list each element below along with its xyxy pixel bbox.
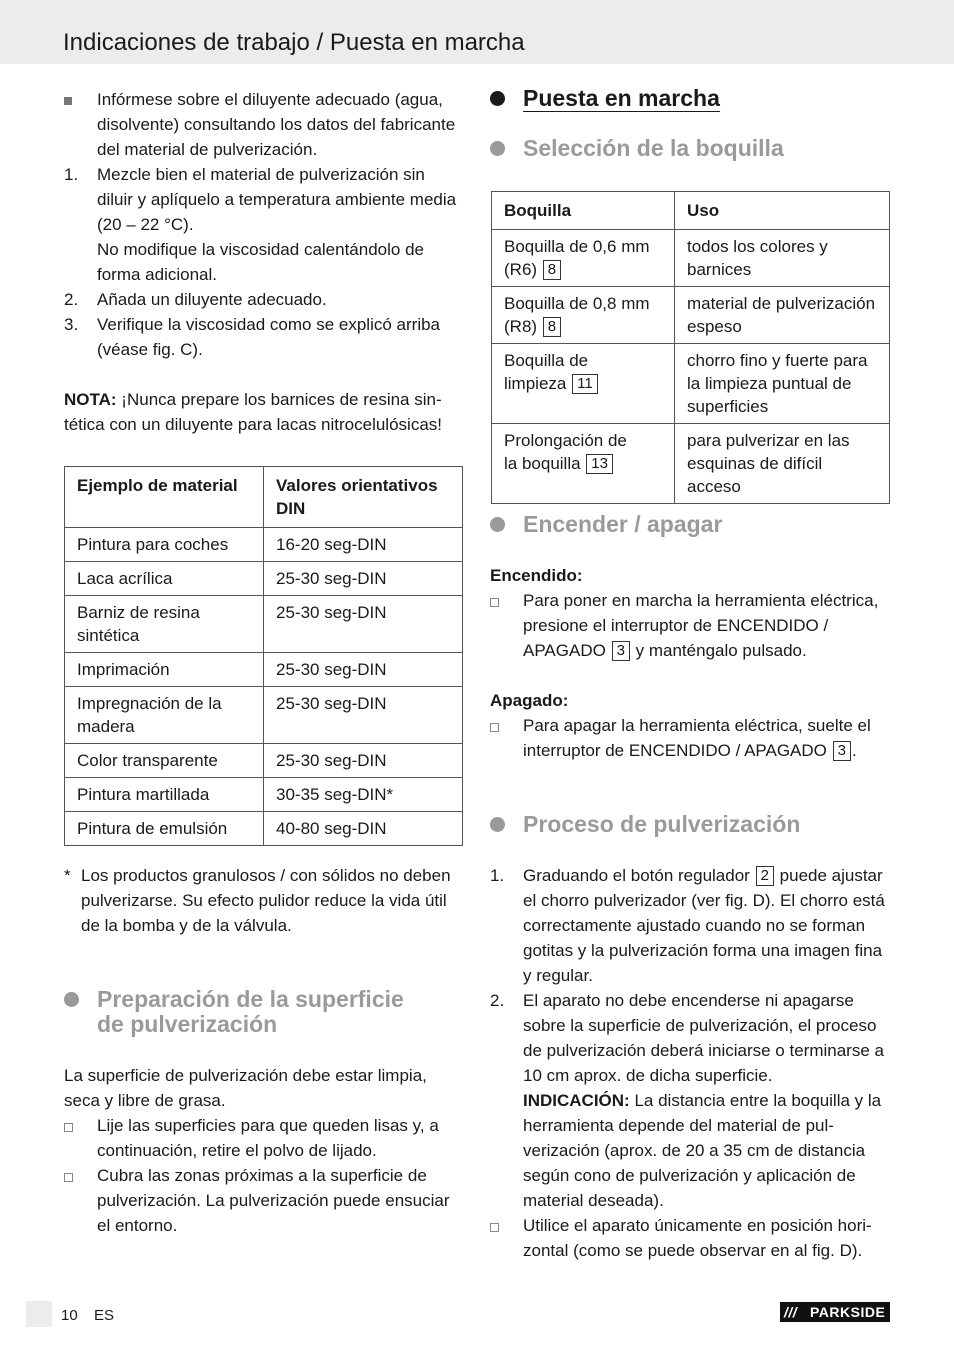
- prep-body: La superficie de pulverización debe estar limpia, seca y libre de grasa. Lije las superficies para que queden lisas y, a continuación, retire el polvo de lijado. Cubra las zonas próximas a la superficie de pulverización. La pulverización puede ensuciar el entorno.: [64, 1063, 464, 1238]
- bullet-square-icon: [64, 1163, 94, 1189]
- indicacion-label: INDICACIÓN:: [523, 1091, 630, 1110]
- table-header-row: Ejemplo de material Valores orientativos DIN: [65, 467, 463, 528]
- intro-list: [64, 87, 464, 362]
- list-item: Utilice el aparato únicamente en posición hori-zontal (como se puede observar en al fig. D).: [490, 1213, 890, 1263]
- bullet-square-icon: [490, 588, 520, 614]
- part-number: 3: [833, 741, 851, 761]
- brand-logo: /// PARKSIDE: [780, 1302, 890, 1322]
- list-item: Para apagar la herramienta eléctrica, suelte el interruptor de ENCENDIDO / APAGADO 3 .: [490, 713, 890, 763]
- list-item: Cubra las zonas próximas a la superficie de pulverización. La pulverización puede ensuciar el entorno.: [64, 1163, 464, 1238]
- section-heading-onoff: Encender / apagar: [490, 512, 890, 542]
- language-code: ES: [94, 1307, 115, 1324]
- viscosity-table: [64, 466, 463, 846]
- footnote: * Los productos granulosos / con sólidos no deben pulverizarse. Su efecto pulidor reduce la vida útil de la bomba y de la válvula.: [64, 866, 451, 935]
- list-item: 2. Añada un diluyente adecuado.: [64, 290, 327, 309]
- table-row: Pintura para coches 16-20 seg-DIN: [65, 528, 463, 562]
- nozzle-table: [491, 191, 890, 504]
- list-item: 2. El aparato no debe encenderse ni apagarse sobre la superficie de pulverización, el proceso de pulverización deberá iniciarse o terminarse a 10 cm aprox. de dicha superficie. INDICACIÓN: La distancia entre la boquilla y la herramienta depende del material de pul-verización (aprox. de 20 a 35 cm de distancia según cono de pulverización y aplicación de material deseada).: [490, 991, 884, 1210]
- part-number: 2: [756, 866, 774, 886]
- switch-on-block: [490, 563, 890, 663]
- bullet-dot-icon: [64, 992, 79, 1007]
- table-row: Barniz de resina sintética 25-30 seg-DIN: [65, 596, 463, 653]
- table-row: Laca acrílica 25-30 seg-DIN: [65, 562, 463, 596]
- nota-label: NOTA:: [64, 390, 117, 409]
- section-heading-prep: Preparación de la superficie de pulverización: [64, 987, 464, 1037]
- list-item: 1. Mezcle bien el material de pulverización sin diluir y aplíquelo a temperatura ambiente media (20 – 22 °C). No modifique la viscosidad calentándolo de forma adicional.: [64, 165, 457, 284]
- bullet-square-icon: [490, 713, 520, 739]
- section-heading-spray: Proceso de pulverización: [490, 812, 890, 842]
- table-row: Imprimación 25-30 seg-DIN: [65, 653, 463, 687]
- bullet-dot-icon: [490, 91, 505, 106]
- nota-text: ¡Nunca prepare los barnices de resina sin-tética con un diluyente para lacas nitrocelulósicas!: [64, 390, 442, 434]
- table-header-row: Boquilla Uso: [492, 192, 890, 230]
- list-item: Infórmese sobre el diluyente adecuado (agua, disolvente) consultando los datos del fabricante del material de pulverización.: [64, 87, 464, 162]
- spray-list: [490, 863, 890, 1263]
- on-label: Encendido:: [490, 566, 583, 585]
- table-row: Pintura martillada 30-35 seg-DIN*: [65, 778, 463, 812]
- page-title: Indicaciones de trabajo / Puesta en marcha: [63, 29, 525, 56]
- table-row: Prolongación de la boquilla 13 para pulverizar en las esquinas de difícil acceso: [492, 424, 890, 504]
- bullet-dot-icon: [490, 517, 505, 532]
- section-heading-nozzle: Selección de la boquilla: [490, 136, 890, 166]
- bullet-dot-icon: [490, 141, 505, 156]
- nota-paragraph: [64, 387, 464, 437]
- table-row: Boquilla de 0,8 mm (R8) 8 material de pulverización espeso: [492, 287, 890, 344]
- switch-off-block: [490, 688, 890, 763]
- page-header: [0, 0, 954, 64]
- list-item: Para poner en marcha la herramienta eléctrica, presione el interruptor de ENCENDIDO / APAGADO 3 y manténgalo pulsado.: [490, 588, 890, 663]
- off-label: Apagado:: [490, 691, 569, 710]
- table-row: Color transparente 25-30 seg-DIN: [65, 744, 463, 778]
- table-row: Boquilla de 0,6 mm (R6) 8 todos los colores y barnices: [492, 230, 890, 287]
- bullet-dot-icon: [490, 817, 505, 832]
- bullet-square-icon: [64, 87, 94, 112]
- bullet-square-icon: [490, 1213, 520, 1239]
- bullet-square-icon: [64, 1113, 94, 1139]
- list-item: 1. Graduando el botón regulador 2 puede ajustar el chorro pulverizador (ver fig. D). El chorro está correctamente ajustado cuando no se forman gotitas y la pulverización forma una imagen fina y regular.: [490, 866, 885, 985]
- section-heading-main: Puesta en marcha: [490, 86, 890, 116]
- page-tab: [26, 1301, 52, 1327]
- part-number: 3: [612, 641, 630, 661]
- list-item: Lije las superficies para que queden lisas y, a continuación, retire el polvo de lijado.: [64, 1113, 464, 1163]
- table-row: Pintura de emulsión 40-80 seg-DIN: [65, 812, 463, 846]
- table-row: Boquilla de limpieza 11 chorro fino y fuerte para la limpieza puntual de superficies: [492, 344, 890, 424]
- page-number: 10: [61, 1307, 78, 1324]
- table-row: Impregnación de la madera 25-30 seg-DIN: [65, 687, 463, 744]
- list-item: 3. Verifique la viscosidad como se explicó arriba (véase fig. C).: [64, 315, 441, 359]
